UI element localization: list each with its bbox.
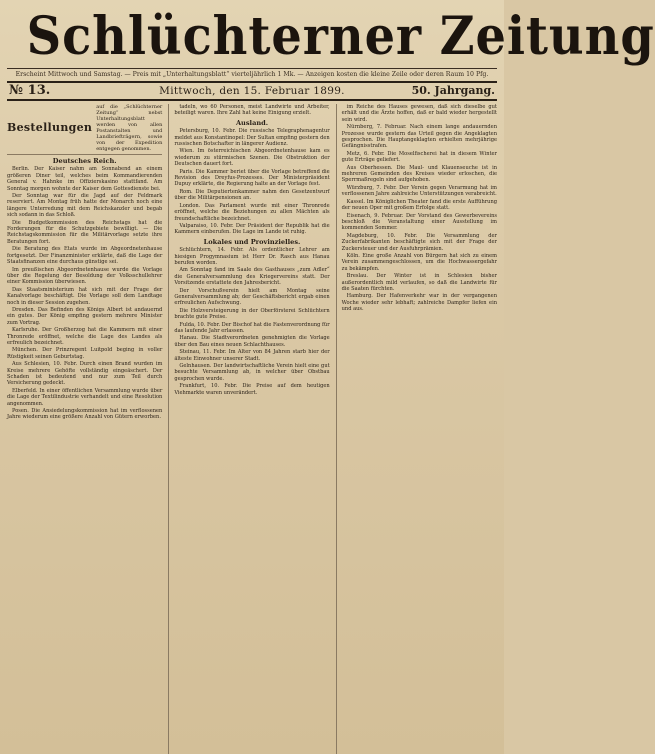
article-paragraph: Im preußischen Abgeordnetenhause wurde die Vorlage über die Regelung der Besoldung der Volksschullehrer einer Kommission überwiesen.: [7, 266, 163, 286]
article-paragraph: Steinau, 11. Febr. Im Alter von 84 Jahren starb hier der älteste Einwohner unserer Stadt.: [174, 349, 330, 362]
article-paragraph: München. Der Prinzregent Luitpold beging in voller Rüstigkeit seinen Geburtstag.: [7, 347, 163, 360]
article-paragraph: Die Holzversteigerung in der Oberförsterei Schlüchtern brachte gute Preise.: [174, 307, 330, 321]
article-paragraph: Magdeburg, 10. Febr. Die Versammlung der Zuckerfabrikanten beschäftigte sich mit der Frage der Zuckersteuer und der Ausfuhrprämien.: [341, 232, 497, 252]
article-paragraph: Nürnberg, 7. Februar. Nach einem lange andauernden Prozesse wurde gestern das Urteil gegen die Angeklagten gesprochen. Die Hauptangeklagten erhielten mehrjährige Gefängnisstrafen.: [341, 124, 497, 150]
article-paragraph: Breslau. Der Winter ist in Schlesien bisher außerordentlich mild verlaufen, so daß die Landwirte für die Saaten fürchten.: [341, 273, 497, 292]
article-paragraph: London. Das Parlament wurde mit einer Thronrede eröffnet, welche die Beziehungen zu allen Mächten als freundschaftliche bezeichnet.: [174, 202, 330, 222]
column-1-body: [7, 166, 162, 420]
subscription-line: Erscheint Mittwoch und Samstag. — Preis mit „Unterhaltungsblatt“ vierteljährlich 1 Mk. — Anzeigen kosten die kleine Zeile oder deren Raum 10 Pfg.: [7, 68, 497, 80]
article-paragraph: Posen. Die Ansiedelungskommission hat im verflossenen Jahre wiederum eine größere Anzahl von Gütern erworben.: [7, 408, 163, 421]
article-paragraph: Eisenach, 9. Februar. Der Vorstand des Gewerbevereins beschloß die Veranstaltung einer Ausstellung im kommenden Sommer.: [341, 212, 497, 232]
column-3-body: [342, 104, 497, 313]
article-paragraph: Petersburg, 10. Febr. Die russische Telegraphenagentur meldet aus Konstantinopel: Der Sultan empfing gestern den russischen Botschafter in längerer Audienz.: [174, 128, 330, 148]
article-paragraph: Am Sonntag fand im Saale des Gasthauses „zum Adler“ die Generalversammlung des Kriegervereins statt. Der Vorsitzende erstattete den Jahresbericht.: [174, 267, 330, 287]
volume-year: 50. Jahrgang.: [411, 84, 495, 97]
orders-notice: [7, 104, 162, 155]
article-paragraph: Schlüchtern, 14. Febr. Als ordentlicher Lehrer am hiesigen Progymnasium ist Herr Dr. Rasch aus Hanau berufen worden.: [174, 247, 330, 266]
article-paragraph: Hamburg. Der Hafenverkehr war in der vergangenen Woche wieder sehr lebhaft; zahlreiche Dampfer liefen ein und aus.: [341, 293, 497, 313]
article-paragraph: Köln. Eine große Anzahl von Bürgern hat sich zu einem Verein zusammengeschlossen, um die Hochwassergefahr zu bekämpfen.: [341, 252, 497, 272]
article-paragraph: Hanau. Die Stadtverordneten genehmigten die Vorlage über den Bau eines neuen Schlachthauses.: [174, 335, 330, 348]
article-paragraph: Paris. Die Kammer beriet über die Vorlage betreffend die Revision des Dreyfus-Prozesses. Der Ministerpräsident Dupuy erklärte, die Regierung halte an der Vorlage fest.: [174, 168, 330, 188]
article-paragraph: Rom. Die Deputiertenkammer nahm den Gesetzentwurf über die Militärpensionen an.: [174, 188, 330, 202]
article-paragraph: Aus Oberhessen. Die Maul- und Klauenseuche ist in mehreren Gemeinden des Kreises wieder erloschen, die Sperrmaßregeln sind aufgehoben.: [341, 164, 497, 184]
article-paragraph: Kassel. Im Königlichen Theater fand die erste Aufführung der neuen Oper mit großem Erfolge statt.: [341, 198, 497, 212]
orders-text: auf die „Schlüchterner Zeitung“ nebst Unterhaltungsblatt werden von allen Postanstalten und Landbriefträgern, sowie von der Expedition entgegen genommen.: [96, 104, 163, 152]
article-columns: [7, 104, 497, 754]
column-3: [336, 104, 497, 754]
article-paragraph: Die Beratung des Etats wurde im Abgeordnetenhause fortgesetzt. Der Finanzminister erklärte, daß die Lage der Staatsfinanzen eine durchaus günstige sei.: [7, 246, 163, 266]
dateline: [7, 81, 497, 101]
column-2-lokales: [174, 247, 329, 396]
article-paragraph: Das Staatsministerium hat sich mit der Frage der Kanalvorlage beschäftigt. Die Vorlage soll dem Landtage noch in dieser Session zugehen.: [7, 286, 163, 306]
article-paragraph: Der Vorschußverein hielt am Montag seine Generalversammlung ab; der Geschäftsbericht ergab einen erfreulichen Aufschwung.: [174, 287, 330, 307]
section-heading-reich: Deutsches Reich.: [52, 157, 117, 165]
article-paragraph: Karlsruhe. Der Großherzog hat die Kammern mit einer Thronrede eröffnet, welche die Lage des Landes als erfreulich bezeichnet.: [7, 327, 163, 346]
article-paragraph: Dresden. Das Befinden des Königs Albert ist andauernd ein gutes. Der König empfing gestern mehrere Minister zum Vortrag.: [7, 306, 163, 326]
issue-number: № 13.: [9, 83, 51, 98]
section-heading-ausland: Ausland.: [235, 118, 269, 127]
article-paragraph: Würzburg, 7. Febr. Der Verein gegen Verarmung hat im verflossenen Jahre zahlreiche Unterstützungen verabreicht.: [341, 184, 497, 198]
article-paragraph: Die Budgetkommission des Reichstags hat die Forderungen für die Schutzgebiete bewilligt. — Die Reichstagskommission für die Militärvorlage setzte ihre Beratungen fort.: [7, 219, 163, 245]
column-2-lead: tadeln, wo 60 Personen, meist Landwirte und Arbeiter, beteiligt waren. Ihre Zahl hat keine Einigung erzielt.: [174, 104, 330, 117]
article-paragraph: Fulda, 10. Febr. Der Bischof hat die Fastenverordnung für das laufende Jahr erlassen.: [174, 321, 330, 334]
article-paragraph: Valparaiso, 10. Febr. Der Präsident der Republik hat die Kammern einberufen. Die Lage im Lande ist ruhig.: [174, 222, 330, 236]
column-1: [7, 104, 162, 754]
article-paragraph: Wien. Im österreichischen Abgeordnetenhause kam es wiederum zu stürmischen Szenen. Die Obstruktion der Deutschen dauert fort.: [174, 148, 330, 168]
orders-title: Bestellungen: [7, 120, 93, 134]
article-paragraph: Gelnhausen. Der landwirtschaftliche Verein hielt eine gut besuchte Versammlung ab, in welcher über Obstbau gesprochen wurde.: [174, 363, 330, 382]
masthead-title: Schlüchterner Zeitung: [26, 6, 655, 67]
article-paragraph: Aus Schlesien, 10. Febr. Durch einen Brand wurden im Kreise mehrere Gehöfte vollständig eingeäschert. Der Schaden ist bedeutend und nur zum Teil durch Versicherung gedeckt.: [7, 361, 163, 387]
section-heading-lokales: Lokales und Provinzielles.: [203, 237, 301, 246]
article-paragraph: Elberfeld. In einer öffentlichen Versammlung wurde über die Lage der Textilindustrie verhandelt und eine Resolution angenommen.: [7, 387, 163, 407]
article-paragraph: Der Sonntag war für die Jagd auf der Feldmark reserviert. Am Montag früh hatte der Monarch noch eine längere Unterredung mit dem Reichskanzler und begab sich sodann in das Schloß.: [7, 193, 163, 219]
article-paragraph: im Reiche des Hauses gewesen, daß sich dieselbe gut erhält und die Ärzte hoffen, daß er bald wieder hergestellt sein wird.: [341, 104, 497, 123]
column-2-ausland: [174, 128, 329, 236]
issue-date: Mittwoch, den 15. Februar 1899.: [159, 85, 345, 97]
article-paragraph: Frankfurt, 10. Febr. Die Preise auf dem heutigen Viehmarkte waren unverändert.: [174, 383, 330, 396]
article-paragraph: Metz, 6. Febr. Die Moselfischerei hat in diesem Winter gute Erträge geliefert.: [341, 150, 497, 164]
column-2: [168, 104, 329, 754]
article-paragraph: Berlin. Der Kaiser nahm am Sonnabend an einem größeren Diner teil, welches beim Kommandierenden General v. Hahnke im Offizierskasino stattfand. Am Sonntag morgen wohnte der Kaiser dem Gottesdienste bei.: [7, 166, 163, 192]
